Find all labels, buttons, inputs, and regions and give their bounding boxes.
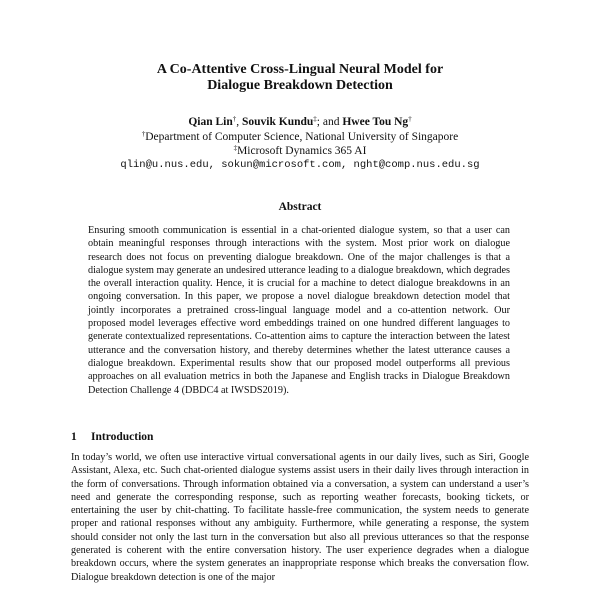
author-list	[0, 115, 600, 129]
affiliation-text: Department of Computer Science, National University of Singapore	[145, 131, 459, 143]
affiliation-2	[0, 144, 600, 158]
author-name: Qian Lin	[188, 116, 233, 128]
author-mark: †	[408, 115, 412, 123]
affiliation-mark: †	[141, 130, 146, 138]
author-separator: ; and	[316, 116, 343, 128]
author-mark: †	[232, 115, 237, 123]
abstract-body: Ensuring smooth communication is essential in a chat-oriented dialogue system, so that a user can obtain meaningful responses through interactions with the system. Most prior work on dialogue research does not focus on preventing dialogue breakdown. One of the major challenges is that a dialogue system may generate an undesired utterance leading to a dialogue breakdown, which degrades the overall interaction quality. Hence, it is crucial for a machine to detect dialogue breakdowns in an ongoing conversation. In this paper, we propose a novel dialogue breakdown detection model that jointly incorporates a pretrained cross-lingual language model and a co-attention network. Our proposed model leverages effective word embeddings trained on one hundred different languages to generate contextualized representations. Co-attention aims to capture the interaction between the latest utterance and the conversation history, and thereby determines whether the latest utterance causes a dialogue breakdown. Experimental results show that our proposed model outperforms all previous approaches on all evaluation metrics in both the Japanese and English tracks in Dialogue Breakdown Detection Challenge 4 (DBDC4 at IWSDS2019).	[88, 225, 510, 396]
section-number: 1	[71, 431, 77, 443]
author-separator: ,	[236, 116, 242, 128]
author-emails: qlin@u.nus.edu, sokun@microsoft.com, nght@comp.nus.edu.sg	[120, 159, 480, 171]
section-heading-introduction	[71, 431, 153, 443]
title-line-1: A Co-Attentive Cross-Lingual Neural Model for	[156, 62, 444, 77]
affiliation-1	[0, 130, 600, 144]
introduction-body: In today’s world, we often use interactive virtual conversational agents in our daily lives, such as Siri, Google Assistant, Alexa, etc. Such chat-oriented dialogue systems assist users in their daily lives through interaction in the form of conversations. Through information obtained via a conversation, a system can understand a user’s need and generate the corresponding response, such as reporting weather forecasts, booking tickets, or entertaining the user by chit-chatting. To facilitate hassle-free communication, the system needs to generate proper and rational responses without any ambiguity. Furthermore, while generating a response, the system should consider not only the last turn in the conversation but also all previous utterances so that the response generated is coherent with the entire conversation history. The user experience degrades when a dialogue breakdown occurs, where the system generates an inappropriate response which breaks the conversation flow. Dialogue breakdown detection is one of the major	[71, 452, 529, 583]
author-mark: ‡	[313, 115, 317, 123]
author-name: Souvik Kundu	[242, 116, 314, 128]
affiliation-text: Microsoft Dynamics 365 AI	[237, 145, 367, 157]
section-title: Introduction	[91, 431, 154, 443]
abstract-heading: Abstract	[278, 201, 322, 213]
title-line-2: Dialogue Breakdown Detection	[207, 78, 393, 93]
author-name: Hwee Tou Ng	[342, 116, 409, 128]
affiliation-mark: ‡	[233, 144, 238, 152]
paper-title	[0, 62, 600, 94]
